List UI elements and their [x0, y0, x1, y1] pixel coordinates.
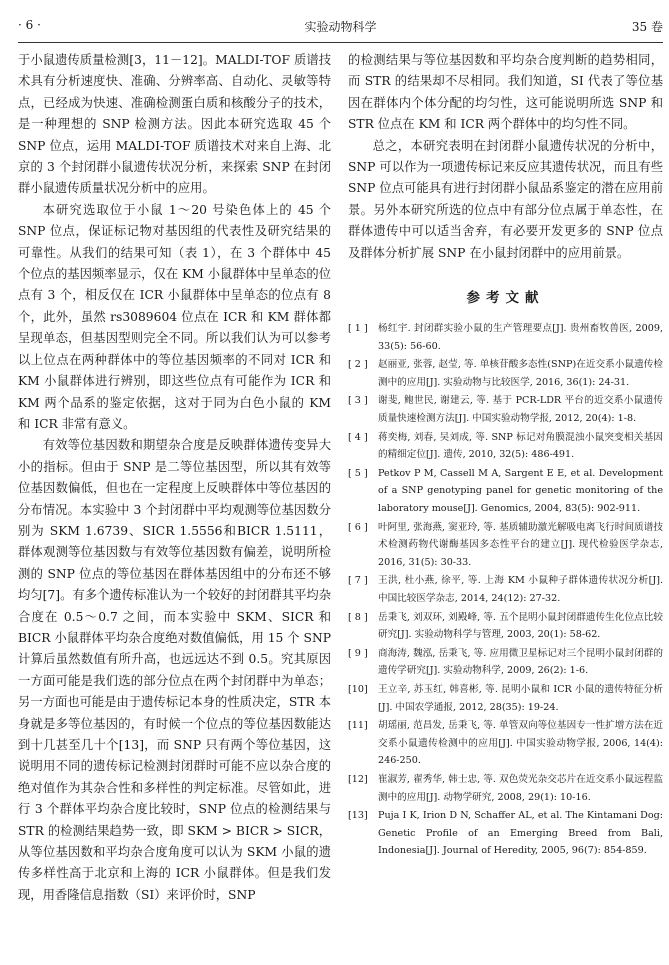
reference-number: [ 3 ] [348, 395, 368, 407]
reference-item [348, 645, 663, 680]
reference-item [348, 519, 663, 572]
body-paragraph: 总之，本研究表明在封闭群小鼠遗传状况的分析中，SNP 可以作为一项遗传标记来反应其遗传状况，而且有些 SNP 位点可能具有进行封闭群小鼠品系鉴定的潜在应用前景。另外本研究所选的位点中有部分位点属于单态性，在群体遗传中可以适当舍弃，有必要开发更多的 SNP 位点及群体分析扩展 SNP 在小鼠封闭群中的应用前景。 [348, 138, 663, 260]
volume-label: 35 卷 [631, 20, 663, 34]
reference-text: 崔淑芳, 翟秀华, 韩士忠, 等. 双色荧光杂交芯片在近交系小鼠远程监测中的应用[J]. 动物学研究, 2008, 29(1): 10-16. [378, 773, 663, 803]
reference-text: 商海涛, 魏泓, 岳秉飞, 等. 应用微卫星标记对三个昆明小鼠封闭群的遗传学研究[J]. 实验动物科学, 2009, 26(2): 1-6. [378, 647, 663, 677]
reference-number: [ 5 ] [348, 467, 368, 479]
reference-item [348, 681, 663, 716]
references-heading: 参考文献 [466, 290, 545, 307]
reference-number: [ 2 ] [348, 359, 368, 371]
reference-number: [12] [348, 773, 368, 785]
reference-text: Puja I K, Irion D N, Schaffer AL, et al. The Kintamani Dog: Genetic Profile of an Emerging Breed from Bali, Indonesia[J]. Journal of Heredity, 2005, 96(7): 854-859. [378, 810, 663, 857]
page-header [18, 10, 663, 40]
reference-item [348, 320, 663, 355]
reference-text: 胡瑶丽, 范昌发, 岳秉飞, 等. 单管双向等位基因专一性扩增方法在近交系小鼠遗传检测中的应用[J]. 中国实验动物学报, 2006, 14(4): 246-250. [378, 720, 663, 767]
reference-item [348, 572, 663, 607]
body-paragraph: 的检测结果与等位基因数和平均杂合度判断的趋势相同，而 STR 的结果却不尽相同。我们知道，SI 代表了等位基因在群体内个体分配的均匀性，这可能说明所选 SNP 和 STR 位点在 KM 和 ICR 两个群体中的均匀性不同。 [348, 53, 663, 132]
reference-text: 谢斐, 鲍世民, 谢建云, 等. 基于 PCR-LDR 平台的近交系小鼠遗传质量快速检测方法[J]. 中国实验动物学报, 2012, 20(4): 1-8. [378, 395, 663, 425]
reference-text: 蒋奕梅, 刘春, 吴刘成, 等. SNP 标记对角膜混浊小鼠突变相关基因的精细定位[J]. 遗传, 2010, 32(5): 486-491. [378, 431, 663, 461]
reference-text: 叶阿里, 张海燕, 窦亚玲, 等. 基质辅助激光解吸电离飞行时间质谱技术检测药物代谢酶基因多态性平台的建立[J]. 现代检验医学杂志, 2016, 31(5): 30-33. [378, 521, 663, 568]
reference-text: 王洪, 杜小燕, 徐平, 等. 上海 KM 小鼠种子群体遗传状况分析[J]. 中国比较医学杂志, 2014, 24(12): 27-32. [378, 575, 663, 604]
body-paragraph: 有效等位基因数和期望杂合度是反映群体遗传变异大小的指标。但由于 SNP 是二等位基因型，所以其有效等位基因数偏低，但也在一定程度上反映群体中等位基因的分布情况。本实验中 3 个封闭群中平均观测等位基因数分别为 SKM 1.6739、SICR 1.5556和BICR 1.5111，群体观测等位基因数与有效等位基因数有偏差，说明所检测的 SNP 位点的等位基因在群体基因组中的分布还不够均匀[7]。有多个遗传标准认为一个较好的封闭群其平均杂合度在 0.5～0.7 之间，而本实验中 SKM、SICR 和 BICR 小鼠群体平均杂合度绝对数值偏低，用 15 个 SNP 计算后虽然数值有所升高，也远远达不到 0.5。究其原因一方面可能是我们选的部分位点在两个封闭群中为单态；另一方面也可能是由于遗传标记本身的性质决定，STR 本身就是多等位基因的，有时候一个位点的等位基因数能达到十几甚至几十个[13]，而 SNP 只有两个等位基因，这说明用不同的遗传标记检测封闭群时可能不应以杂合度的绝对值作为其杂合性和多样性的判定标准。尽管如此，进行 3 个群体平均杂合度比较时，SNP 位点的检测结果与 STR 的检测结果趋势一致，即 SKM > BICR > SICR，从等位基因数和平均杂合度角度可以认为 SKM 小鼠的遗传多样性高于北京和上海的 ICR 小鼠群体。但是我们发现，用香隆信息指数（SI）来评价时，SNP [18, 438, 331, 902]
reference-item [348, 465, 663, 518]
reference-text: 王立辛, 苏玉红, 韩喜彬, 等. 昆明小鼠和 ICR 小鼠的遗传特征分析[J]. 中国农学通报, 2012, 28(35): 19-24. [378, 683, 663, 713]
reference-text: 赵丽亚, 张蓉, 赵莹, 等. 单核苷酸多态性(SNP)在近交系小鼠遗传检测中的应用[J]. 实验动物与比较医学, 2016, 36(1): 24-31. [378, 359, 663, 388]
reference-text: 杨红宇. 封闭群实验小鼠的生产管理要点[J]. 贵州畜牧兽医, 2009, 33(5): 56-60. [378, 323, 663, 352]
left-column [18, 50, 331, 906]
reference-list [348, 320, 663, 860]
body-paragraph: 本研究选取位于小鼠 1～20 号染色体上的 45 个 SNP 位点，保证标记物对基因组的代表性及研究结果的可靠性。从我们的结果可知（表 1），在 3 个群体中 45 个位点的基因频率显示，仅在 KM 小鼠群体中呈单态的位点有 3 个，相反仅在 ICR 小鼠群体中呈单态的位点有 8 个，此外，虽然 rs3089604 位点在 ICR 和 KM 群体都呈现单态，但基因型则完全不同。所以我们认为可以参考以上位点在两种群体中的等位基因频率的不同对 ICR 和 KM 小鼠群体进行辨别，即这些位点有可能作为 ICR 和 KM 两个品系的鉴定依据，这对于同为白色小鼠的 KM 和 ICR 非常有意义。 [18, 202, 331, 431]
header-rule [18, 42, 663, 43]
reference-number: [13] [348, 810, 368, 822]
reference-item [348, 392, 663, 427]
reference-number: [11] [348, 720, 368, 732]
reference-item [348, 609, 663, 644]
reference-number: [ 4 ] [348, 431, 368, 443]
reference-number: [ 7 ] [348, 575, 368, 587]
reference-number: [ 1 ] [348, 323, 368, 335]
reference-number: [ 8 ] [348, 611, 368, 623]
page-number: · 6 · [18, 18, 41, 32]
reference-text: 岳秉飞, 刘双环, 刘殿峰, 等. 五个昆明小鼠封闭群遗传生化位点比较研究[J]. 实验动物科学与管理, 2003, 20(1): 58-62. [378, 611, 663, 641]
reference-number: [ 6 ] [348, 521, 368, 533]
reference-text: Petkov P M, Cassell M A, Sargent E E, et al. Development of a SNP genotyping panel for genetic monitoring of the laboratory mouse[J]. Genomics, 2004, 83(5): 902-911. [378, 467, 663, 514]
body-paragraph: 于小鼠遗传质量检测[3，11－12]。MALDI-TOF 质谱技术具有分析速度快、准确、分辨率高、自动化、灵敏等特点，已经成为快速、准确检测蛋白质和核酸分子的技术，是一种理想的 SNP 检测方法。因此本研究选取 45 个 SNP 位点，运用 MALDI-TOF 质谱技术对来自上海、北京的 3 个封闭群小鼠遗传状况分析，来探索 SNP 在封闭群小鼠遗传质量状况分析中的应用。 [18, 53, 331, 196]
right-column [348, 50, 663, 861]
reference-item [348, 356, 663, 391]
reference-item [348, 771, 663, 806]
reference-item [348, 807, 663, 860]
reference-item [348, 717, 663, 770]
reference-number: [10] [348, 683, 368, 695]
reference-item [348, 429, 663, 464]
reference-number: [ 9 ] [348, 647, 368, 659]
journal-title: 实验动物科学 [304, 20, 377, 34]
